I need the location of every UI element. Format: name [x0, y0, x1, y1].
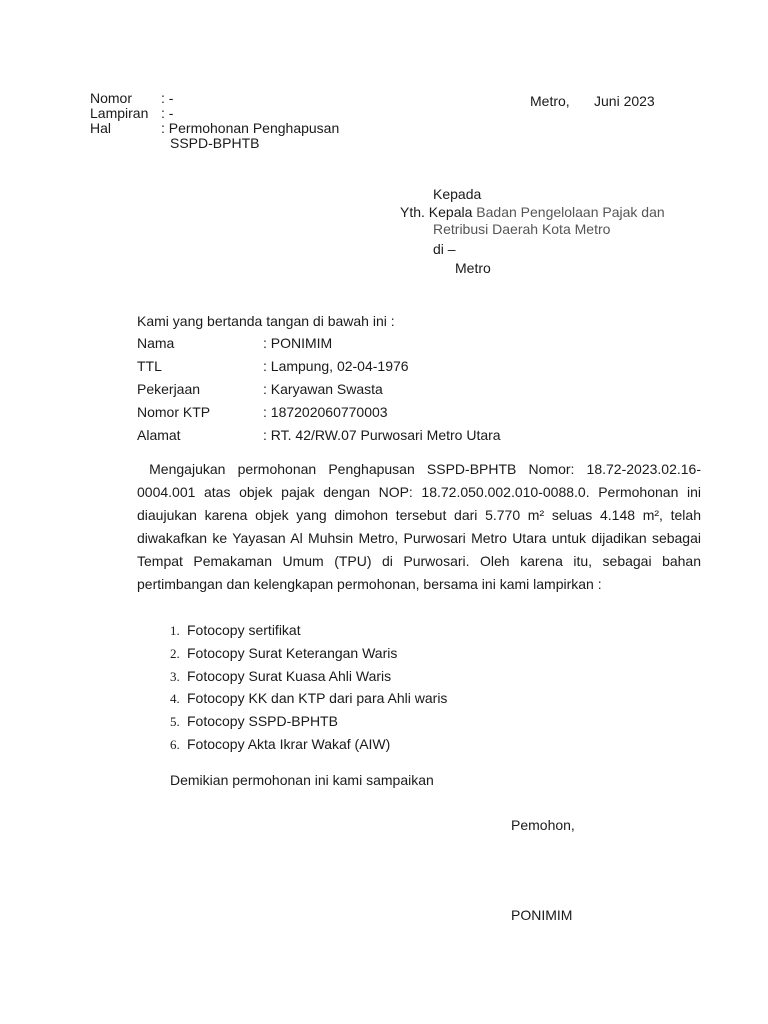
list-item-text: Fotocopy Surat Keterangan Waris	[187, 644, 398, 661]
list-item-number: 1.	[170, 623, 180, 638]
list-item-number: 6.	[170, 736, 180, 752]
list-item-text: Fotocopy KK dan KTP dari para Ahli waris	[187, 690, 448, 707]
signature-role: Pemohon,	[511, 817, 575, 833]
body-paragraph: Mengajukan permohonan Penghapusan SSPD-BPHTB Nomor: 18.72-2023.02.16-0004.001 atas objek pajak dengan NOP: 18.72.050.002.010-0088.0. Permohonan ini diaujukan karena objek yang dimohon tersebut dari 5.770 m² seluas 4.148 m², telah diwakafkan ke Yayasan Al Muhsin Metro, Purwosari Metro Utara untuk dijadikan sebagai Tempat Pemakaman Umum (TPU) di Purwosari. Oleh karena itu, sebagai bahan pertimbangan dan kelengkapan permohonan, bersama ini kami lampirkan :	[137, 461, 701, 592]
identity-address-value: : RT. 42/RW.07 Purwosari Metro Utara	[263, 427, 501, 443]
identity-job-value: : Karyawan Swasta	[263, 381, 383, 397]
recipient-yth-prefix: Yth. Kepala	[400, 204, 473, 220]
list-item	[160, 733, 447, 756]
nomor-value: : -	[161, 90, 174, 106]
list-item-number: 3.	[170, 668, 180, 684]
identity-name-label: Nama	[137, 335, 175, 351]
identity-name-value: : PONIMIM	[263, 335, 333, 351]
identity-ktp-value: : 187202060770003	[263, 404, 388, 420]
list-item-number: 4.	[170, 691, 180, 707]
signature-name: PONIMIM	[511, 907, 573, 923]
list-item-number: 2.	[170, 645, 180, 661]
closing-text: Demikian permohonan ini kami sampaikan	[170, 772, 434, 788]
lampiran-label: Lampiran	[90, 105, 149, 121]
letter-place: Metro,	[530, 93, 570, 109]
list-item	[160, 687, 447, 710]
list-item	[160, 710, 447, 733]
nomor-label: Nomor	[90, 90, 133, 106]
letter-date: Juni 2023	[594, 93, 655, 109]
hal-label: Hal	[90, 120, 112, 136]
lampiran-value: : -	[161, 105, 174, 121]
list-item-text: Fotocopy sertifikat	[187, 622, 301, 638]
identity-ttl-value: : Lampung, 02-04-1976	[263, 358, 409, 374]
identity-ttl-label: TTL	[137, 358, 162, 374]
identity-job-label: Pekerjaan	[137, 381, 201, 397]
identity-ktp-label: Nomor KTP	[137, 404, 211, 420]
identity-address-label: Alamat	[137, 427, 181, 443]
recipient-institution-line2: Retribusi Daerah Kota Metro	[433, 221, 611, 237]
recipient-kepada: Kepada	[433, 186, 482, 202]
list-item-text: Fotocopy Akta Ikrar Wakaf (AIW)	[187, 735, 391, 752]
hal-value-line2: SSPD-BPHTB	[170, 135, 260, 151]
recipient-di: di –	[433, 241, 456, 257]
list-item	[160, 619, 447, 642]
hal-value-line1: : Permohonan Penghapusan	[161, 120, 340, 136]
list-item	[160, 665, 447, 688]
recipient-institution-line1: Badan Pengelolaan Pajak dan	[476, 204, 665, 220]
recipient-city: Metro	[455, 260, 491, 276]
list-item-text: Fotocopy Surat Kuasa Ahli Waris	[187, 667, 392, 684]
list-item	[160, 642, 447, 665]
intro-text: Kami yang bertanda tangan di bawah ini :	[137, 313, 395, 329]
list-item-number: 5.	[170, 714, 180, 730]
attachments-list	[160, 619, 447, 756]
recipient-line1	[400, 204, 665, 220]
list-item-text: Fotocopy SSPD-BPHTB	[187, 713, 338, 730]
